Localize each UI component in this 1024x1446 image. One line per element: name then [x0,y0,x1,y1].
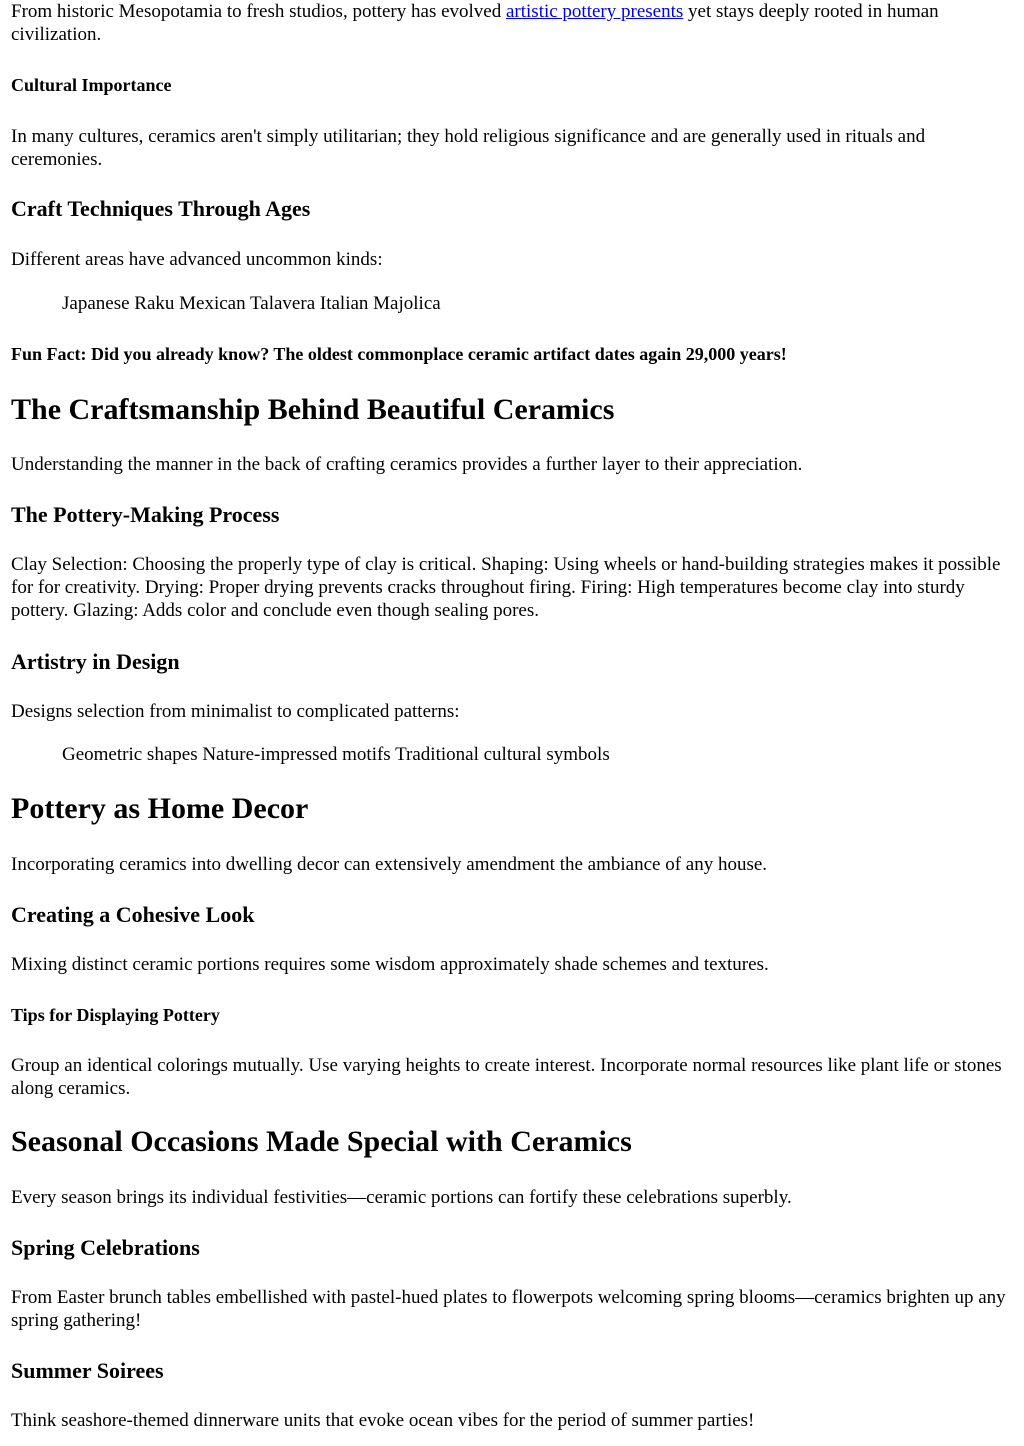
tips-heading: Tips for Displaying Pottery [11,1005,220,1025]
summer-heading: Summer Soirees [11,1358,164,1383]
seasonal-heading: Seasonal Occasions Made Special with Ceramics [11,1125,632,1158]
tips-body: Group an identical colorings mutually. Use varying heights to create interest. Incorporate normal resources like plant life or stones along ceramics. [11,1055,1002,1099]
spring-body: From Easter brunch tables embellished with pastel-hued plates to flowerpots welcoming spring blooms—ceramics brighten up any spring gathering! [11,1287,1006,1331]
pottery-process-body: Clay Selection: Choosing the properly type of clay is critical. Shaping: Using wheels or hand-building strategies makes it possible for for creativity. Drying: Proper drying prevents cracks throughout firing. Firing: High temperatures become clay into sturdy pottery. Glazing: Adds color and conclude even though sealing pores. [11,554,1001,621]
artistry-heading: Artistry in Design [11,649,180,674]
artistry-list: Geometric shapes Nature-impressed motifs Traditional cultural symbols [62,744,610,765]
cultural-importance-heading: Cultural Importance [11,75,172,95]
craftsmanship-heading: The Craftsmanship Behind Beautiful Ceramics [11,393,615,426]
intro-text-after: yet stays deeply rooted in human civilization. [11,1,939,45]
pottery-process-heading: The Pottery-Making Process [11,502,280,527]
intro-paragraph [11,0,1016,46]
home-decor-body: Incorporating ceramics into dwelling decor can extensively amendment the ambiance of any house. [11,854,768,875]
cohesive-look-heading: Creating a Cohesive Look [11,902,255,927]
cultural-importance-body: In many cultures, ceramics aren't simply utilitarian; they hold religious significance and are generally used in rituals and ceremonies. [11,126,926,170]
artistic-pottery-link[interactable]: artistic pottery presents [505,1,684,22]
spring-heading: Spring Celebrations [11,1235,200,1260]
intro-text-before: From historic Mesopotamia to fresh studios, pottery has evolved [11,1,506,22]
seasonal-body: Every season brings its individual festivities—ceramic portions can fortify these celebrations superbly. [11,1187,792,1208]
craft-techniques-list: Japanese Raku Mexican Talavera Italian Majolica [62,293,441,314]
craft-techniques-heading: Craft Techniques Through Ages [11,196,311,221]
cohesive-look-body: Mixing distinct ceramic portions requires some wisdom approximately shade schemes and textures. [11,954,769,975]
home-decor-heading: Pottery as Home Decor [11,792,309,825]
craft-techniques-intro: Different areas have advanced uncommon kinds: [11,249,383,270]
summer-body: Think seashore-themed dinnerware units that evoke ocean vibes for the period of summer parties! [11,1410,755,1431]
fun-fact: Fun Fact: Did you already know? The oldest commonplace ceramic artifact dates again 29,000 years! [11,344,787,364]
craftsmanship-body: Understanding the manner in the back of crafting ceramics provides a further layer to their appreciation. [11,454,803,475]
artistry-intro: Designs selection from minimalist to complicated patterns: [11,701,460,722]
